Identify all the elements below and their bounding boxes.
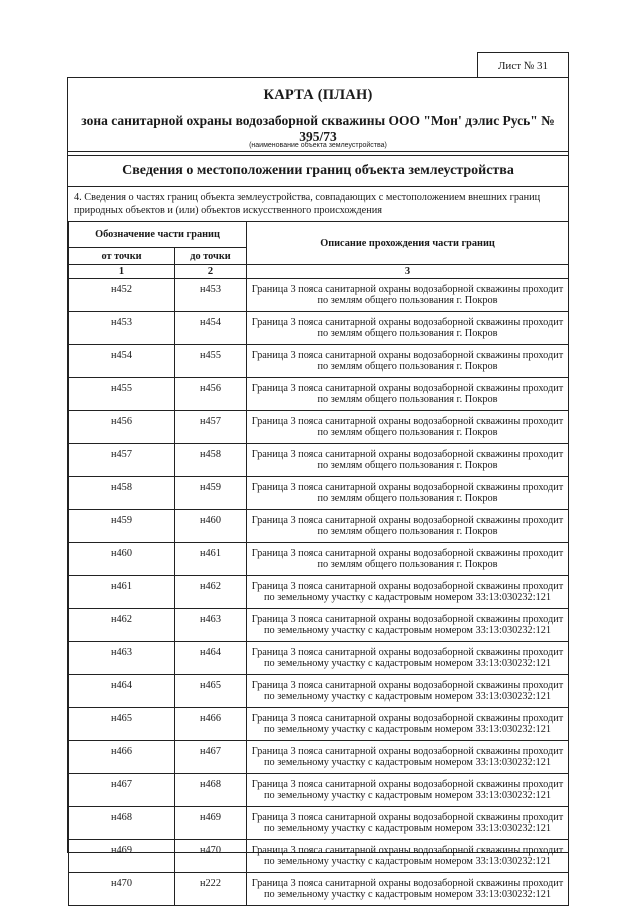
row-from-point: н457 xyxy=(69,444,175,477)
row-to-point: н465 xyxy=(175,675,247,708)
table-row xyxy=(69,312,569,345)
row-to-point: н468 xyxy=(175,774,247,807)
table-row xyxy=(69,279,569,312)
col-number: 3 xyxy=(247,265,569,279)
document-subtitle: зона санитарной охраны водозаборной скважины ООО "Мон' дэлис Русь" № 395/73 xyxy=(81,113,555,144)
boundary-table xyxy=(68,221,569,906)
row-description: Граница 3 пояса санитарной охраны водозаборной скважины проходит по земельному участку с кадастровым номером 33:13:030232:121 xyxy=(247,642,569,675)
table-row xyxy=(69,345,569,378)
row-from-point: н469 xyxy=(69,840,175,873)
row-description: Граница 3 пояса санитарной охраны водозаборной скважины проходит по земельному участку с кадастровым номером 33:13:030232:121 xyxy=(247,807,569,840)
row-to-point: н461 xyxy=(175,543,247,576)
row-to-point: н222 xyxy=(175,873,247,906)
row-description: Граница 3 пояса санитарной охраны водозаборной скважины проходит по земельному участку с кадастровым номером 33:13:030232:121 xyxy=(247,708,569,741)
table-row xyxy=(69,543,569,576)
row-to-point: н469 xyxy=(175,807,247,840)
title-block xyxy=(68,78,568,151)
row-description: Граница 3 пояса санитарной охраны водозаборной скважины проходит по землям общего пользования г. Покров xyxy=(247,411,569,444)
table-row xyxy=(69,411,569,444)
row-description: Граница 3 пояса санитарной охраны водозаборной скважины проходит по землям общего пользования г. Покров xyxy=(247,279,569,312)
document-title: КАРТА (ПЛАН) xyxy=(263,87,373,103)
row-description: Граница 3 пояса санитарной охраны водозаборной скважины проходит по земельному участку с кадастровым номером 33:13:030232:121 xyxy=(247,741,569,774)
row-to-point: н453 xyxy=(175,279,247,312)
row-description: Граница 3 пояса санитарной охраны водозаборной скважины проходит по землям общего пользования г. Покров xyxy=(247,477,569,510)
row-to-point: н456 xyxy=(175,378,247,411)
table-row xyxy=(69,477,569,510)
row-to-point: н470 xyxy=(175,840,247,873)
row-to-point: н464 xyxy=(175,642,247,675)
row-description: Граница 3 пояса санитарной охраны водозаборной скважины проходит по землям общего пользования г. Покров xyxy=(247,312,569,345)
row-description: Граница 3 пояса санитарной охраны водозаборной скважины проходит по землям общего пользования г. Покров xyxy=(247,345,569,378)
table-row xyxy=(69,774,569,807)
row-to-point: н457 xyxy=(175,411,247,444)
divider xyxy=(68,151,568,152)
table-row xyxy=(69,708,569,741)
row-description: Граница 3 пояса санитарной охраны водозаборной скважины проходит по землям общего пользования г. Покров xyxy=(247,444,569,477)
row-from-point: н455 xyxy=(69,378,175,411)
row-from-point: н459 xyxy=(69,510,175,543)
row-from-point: н461 xyxy=(69,576,175,609)
row-from-point: н467 xyxy=(69,774,175,807)
row-to-point: н467 xyxy=(175,741,247,774)
subtitle-caption: (наименование объекта землеустройства) xyxy=(249,142,387,149)
row-from-point: н464 xyxy=(69,675,175,708)
row-to-point: н459 xyxy=(175,477,247,510)
row-to-point: н460 xyxy=(175,510,247,543)
col-number: 2 xyxy=(175,265,247,279)
row-from-point: н463 xyxy=(69,642,175,675)
row-description: Граница 3 пояса санитарной охраны водозаборной скважины проходит по земельному участку с кадастровым номером 33:13:030232:121 xyxy=(247,609,569,642)
row-description: Граница 3 пояса санитарной охраны водозаборной скважины проходит по землям общего пользования г. Покров xyxy=(247,510,569,543)
col-number: 1 xyxy=(69,265,175,279)
table-row xyxy=(69,576,569,609)
table-row xyxy=(69,807,569,840)
row-to-point: н463 xyxy=(175,609,247,642)
row-to-point: н458 xyxy=(175,444,247,477)
header-to: до точки xyxy=(175,248,247,265)
row-to-point: н454 xyxy=(175,312,247,345)
row-description: Граница 3 пояса санитарной охраны водозаборной скважины проходит по земельному участку с кадастровым номером 33:13:030232:121 xyxy=(247,675,569,708)
row-description: Граница 3 пояса санитарной охраны водозаборной скважины проходит по земельному участку с кадастровым номером 33:13:030232:121 xyxy=(247,774,569,807)
row-description: Граница 3 пояса санитарной охраны водозаборной скважины проходит по земельному участку с кадастровым номером 33:13:030232:121 xyxy=(247,840,569,873)
row-description: Граница 3 пояса санитарной охраны водозаборной скважины проходит по землям общего пользования г. Покров xyxy=(247,378,569,411)
header-group: Обозначение части границ xyxy=(69,222,247,248)
intro-text: 4. Сведения о частях границ объекта землеустройства, совпадающих с местоположением внешних границ природных объектов и (или) объектов искусственного происхождения xyxy=(74,192,541,216)
row-from-point: н460 xyxy=(69,543,175,576)
table-row xyxy=(69,378,569,411)
table-row xyxy=(69,840,569,873)
sheet-number: Лист № 31 xyxy=(497,59,549,72)
table-row xyxy=(69,609,569,642)
table-row xyxy=(69,444,569,477)
table-row xyxy=(69,642,569,675)
row-description: Граница 3 пояса санитарной охраны водозаборной скважины проходит по землям общего пользования г. Покров xyxy=(247,543,569,576)
table-row xyxy=(69,873,569,906)
row-from-point: н453 xyxy=(69,312,175,345)
table-row xyxy=(69,741,569,774)
sheet-number-box xyxy=(477,52,569,78)
row-from-point: н456 xyxy=(69,411,175,444)
row-from-point: н454 xyxy=(69,345,175,378)
row-description: Граница 3 пояса санитарной охраны водозаборной скважины проходит по земельному участку с кадастровым номером 33:13:030232:121 xyxy=(247,576,569,609)
document-frame xyxy=(67,77,569,900)
row-from-point: н468 xyxy=(69,807,175,840)
row-description: Граница 3 пояса санитарной охраны водозаборной скважины проходит по земельному участку с кадастровым номером 33:13:030232:121 xyxy=(247,873,569,906)
row-to-point: н455 xyxy=(175,345,247,378)
divider xyxy=(68,186,568,187)
header-from: от точки xyxy=(69,248,175,265)
row-to-point: н466 xyxy=(175,708,247,741)
table-body xyxy=(69,279,569,906)
row-from-point: н470 xyxy=(69,873,175,906)
row-to-point: н462 xyxy=(175,576,247,609)
header-description: Описание прохождения части границ xyxy=(247,222,569,265)
section-title: Сведения о местоположении границ объекта землеустройства xyxy=(122,163,514,178)
table-row xyxy=(69,510,569,543)
row-from-point: н465 xyxy=(69,708,175,741)
row-from-point: н466 xyxy=(69,741,175,774)
row-from-point: н462 xyxy=(69,609,175,642)
row-from-point: н458 xyxy=(69,477,175,510)
row-from-point: н452 xyxy=(69,279,175,312)
table-row xyxy=(69,675,569,708)
